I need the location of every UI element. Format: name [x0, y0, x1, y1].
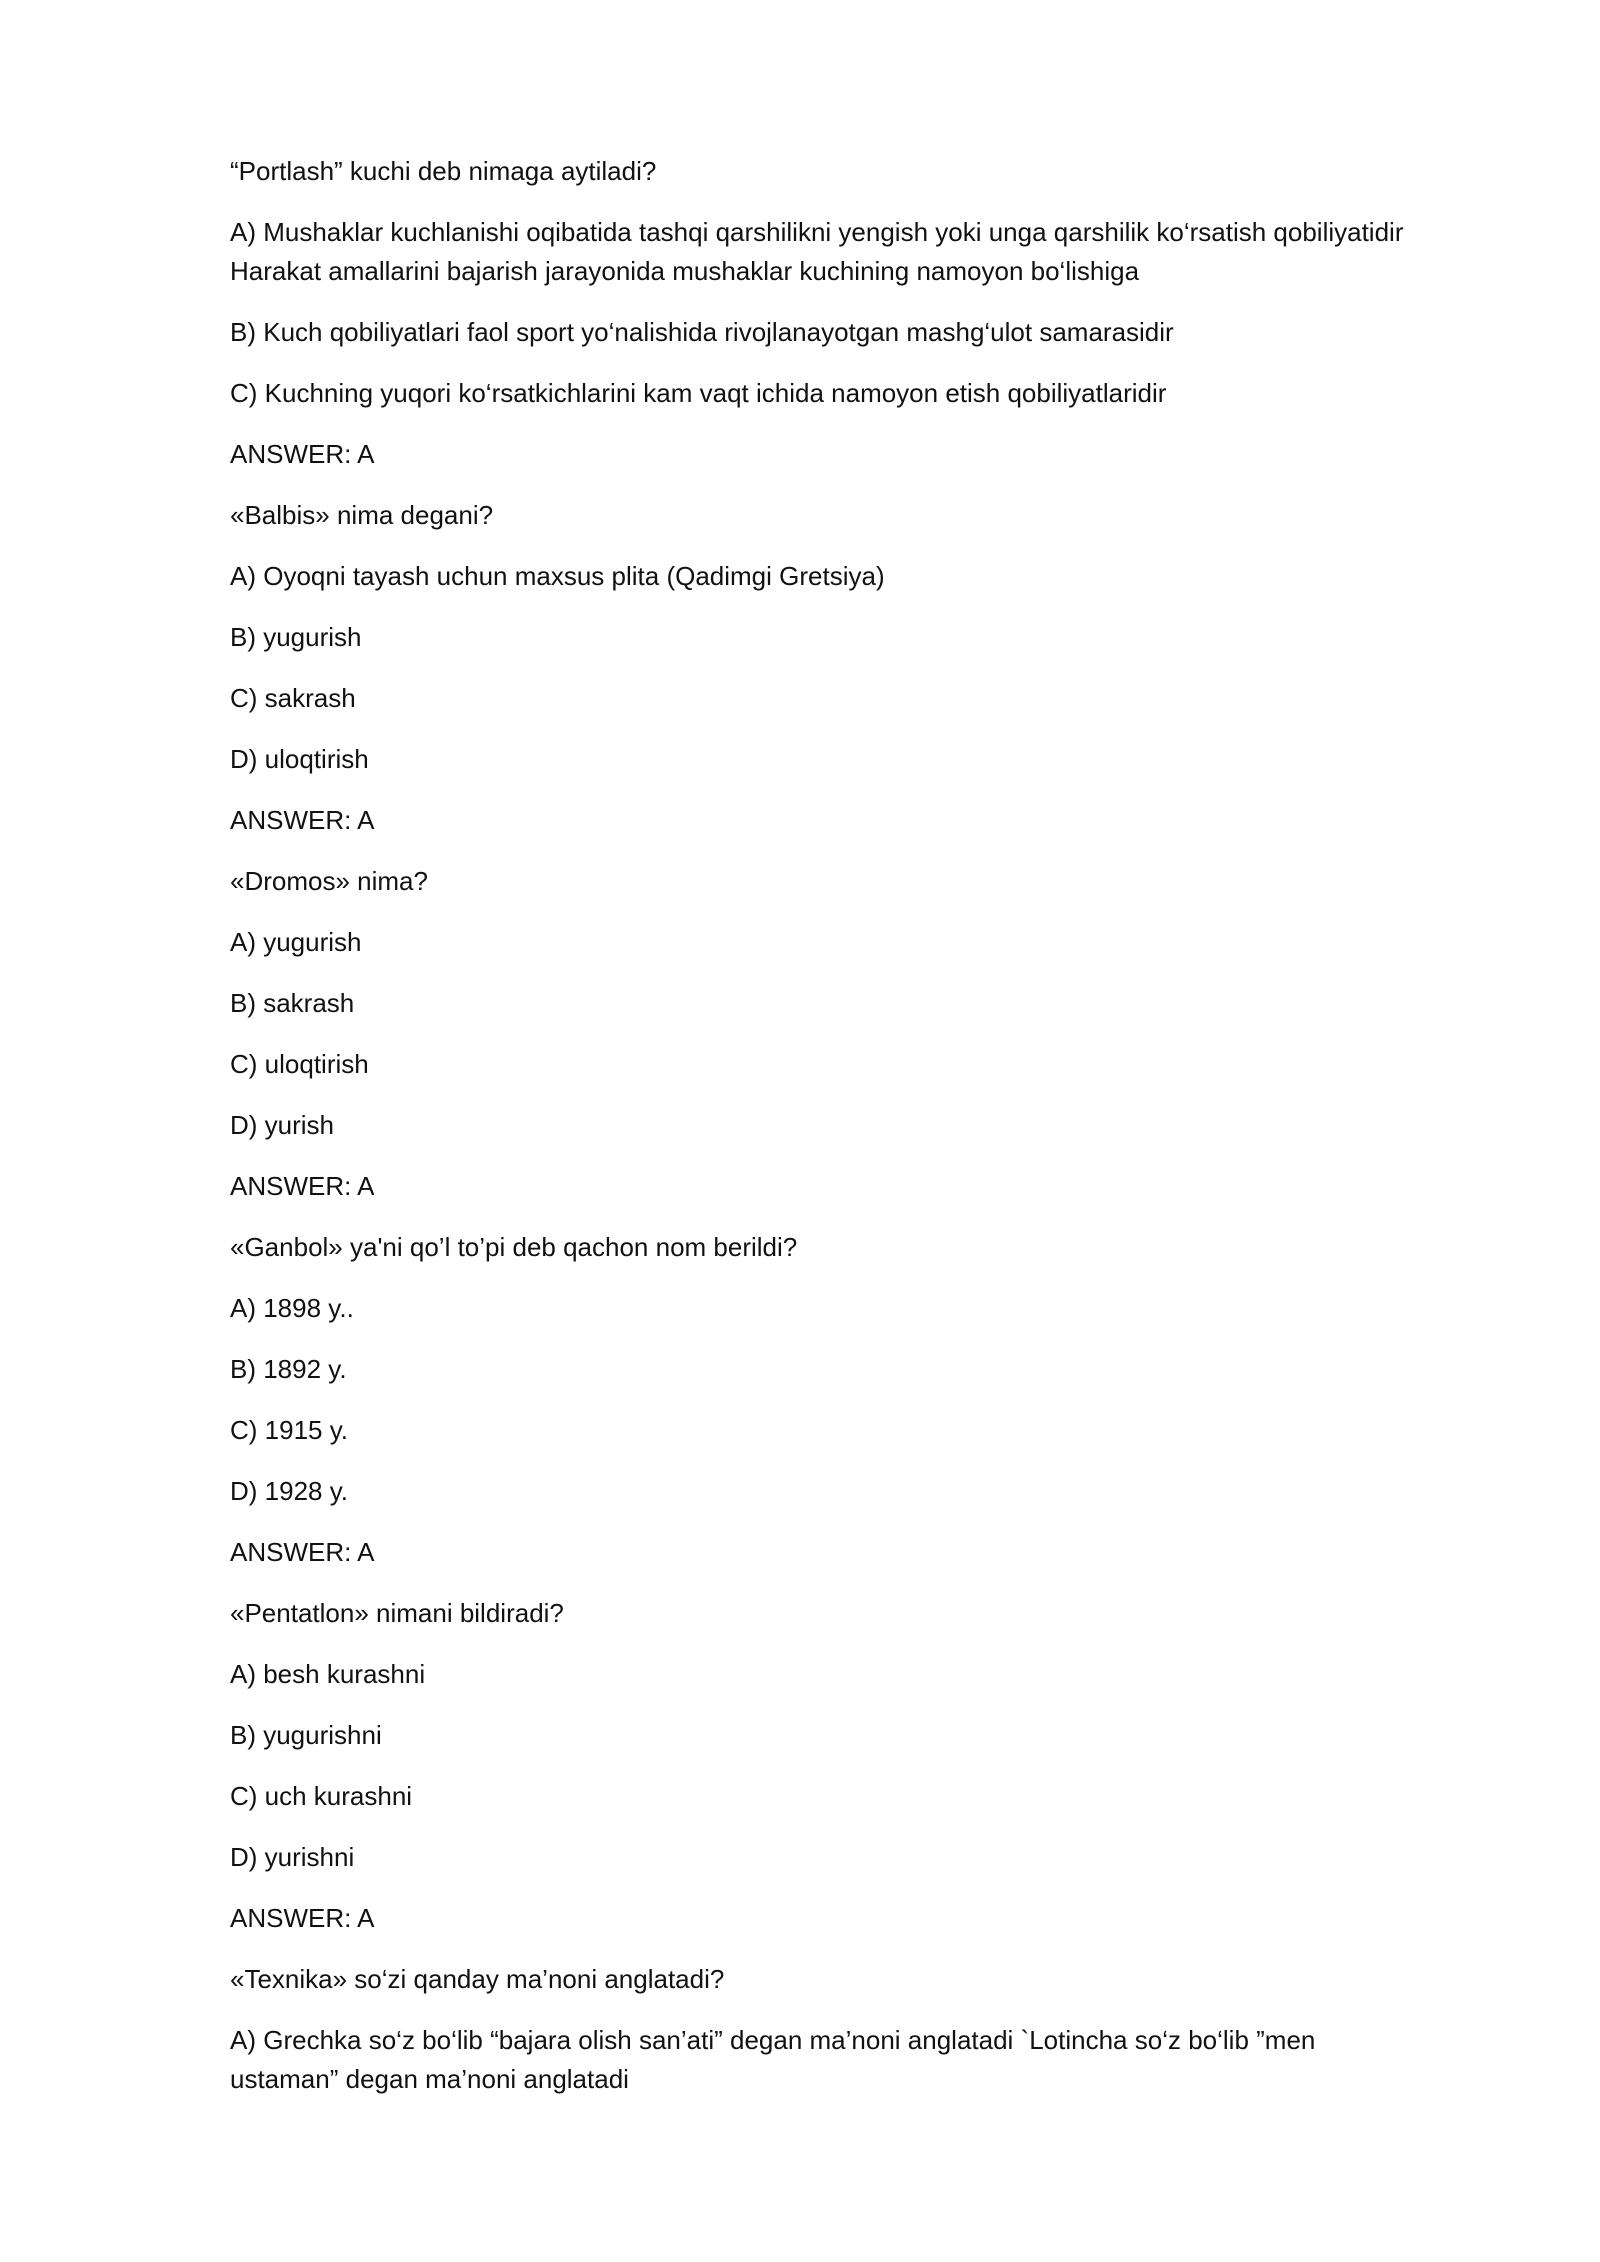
- text-line: «Ganbol» ya'ni qo’l to’pi deb qachon nom berildi?: [230, 1232, 798, 1262]
- text-line: «Balbis» nima degani?: [230, 500, 494, 530]
- question-text: [230, 862, 1480, 901]
- text-line: ANSWER: A: [230, 805, 375, 835]
- text-line: B) 1892 y.: [230, 1354, 347, 1384]
- text-line: B) Kuch qobiliyatlari faol sport yo‘nalishida rivojlanayotgan mashg‘ulot samarasidir: [230, 317, 1174, 347]
- text-line: B) yugurishni: [230, 1720, 382, 1750]
- answer-line: [230, 1533, 1480, 1572]
- text-line: ANSWER: A: [230, 439, 375, 469]
- text-line: C) sakrash: [230, 683, 356, 713]
- text-line: A) yugurish: [230, 927, 362, 957]
- text-line: D) 1928 y.: [230, 1476, 349, 1506]
- option-text: [230, 1838, 1480, 1877]
- text-line: ustaman” degan ma’noni anglatadi: [230, 2064, 629, 2094]
- question-text: [230, 1960, 1480, 1999]
- option-text: [230, 1289, 1480, 1328]
- option-text: [230, 984, 1480, 1023]
- option-text: [230, 1655, 1480, 1694]
- text-line: C) Kuchning yuqori ko‘rsatkichlarini kam vaqt ichida namoyon etish qobiliyatlaridir: [230, 378, 1167, 408]
- text-line: D) yurishni: [230, 1842, 355, 1872]
- question-text: [230, 496, 1480, 535]
- text-line: C) 1915 y.: [230, 1415, 349, 1445]
- text-line: “Portlash” kuchi deb nimaga aytiladi?: [230, 156, 657, 186]
- document-page: [230, 152, 1480, 2121]
- text-line: A) Grechka so‘z bo‘lib “bajara olish san’ati” degan ma’noni anglatadi `Lotincha so‘z bo‘lib ”men: [230, 2025, 1316, 2055]
- text-line: C) uloqtirish: [230, 1049, 369, 1079]
- question-text: [230, 1594, 1480, 1633]
- text-line: A) besh kurashni: [230, 1659, 426, 1689]
- text-line: B) sakrash: [230, 988, 355, 1018]
- option-text: [230, 1350, 1480, 1389]
- option-text: [230, 618, 1480, 657]
- text-line: ANSWER: A: [230, 1171, 375, 1201]
- option-text: [230, 2021, 1480, 2099]
- option-text: [230, 1411, 1480, 1450]
- option-text: [230, 679, 1480, 718]
- question-text: [230, 1228, 1480, 1267]
- option-text: [230, 740, 1480, 779]
- answer-line: [230, 801, 1480, 840]
- text-line: C) uch kurashni: [230, 1781, 413, 1811]
- text-line: Harakat amallarini bajarish jarayonida mushaklar kuchining namoyon bo‘lishiga: [230, 256, 1140, 286]
- option-text: [230, 1045, 1480, 1084]
- option-text: [230, 1777, 1480, 1816]
- text-line: ANSWER: A: [230, 1537, 375, 1567]
- answer-line: [230, 1167, 1480, 1206]
- question-text: [230, 152, 1480, 191]
- option-text: [230, 313, 1480, 352]
- option-text: [230, 213, 1480, 291]
- option-text: [230, 1472, 1480, 1511]
- text-line: A) Mushaklar kuchlanishi oqibatida tashqi qarshilikni yengish yoki unga qarshilik ko‘rsatish qobiliyatidir: [230, 217, 1404, 247]
- text-line: «Dromos» nima?: [230, 866, 428, 896]
- option-text: [230, 1106, 1480, 1145]
- answer-line: [230, 435, 1480, 474]
- option-text: [230, 923, 1480, 962]
- text-line: ANSWER: A: [230, 1903, 375, 1933]
- text-line: A) 1898 y..: [230, 1293, 354, 1323]
- option-text: [230, 1716, 1480, 1755]
- option-text: [230, 374, 1480, 413]
- option-text: [230, 557, 1480, 596]
- answer-line: [230, 1899, 1480, 1938]
- text-line: D) uloqtirish: [230, 744, 369, 774]
- text-line: A) Oyoqni tayash uchun maxsus plita (Qadimgi Gretsiya): [230, 561, 885, 591]
- text-line: «Pentatlon» nimani bildiradi?: [230, 1598, 564, 1628]
- text-line: B) yugurish: [230, 622, 362, 652]
- text-line: D) yurish: [230, 1110, 335, 1140]
- text-line: «Texnika» so‘zi qanday ma’noni anglatadi?: [230, 1964, 725, 1994]
